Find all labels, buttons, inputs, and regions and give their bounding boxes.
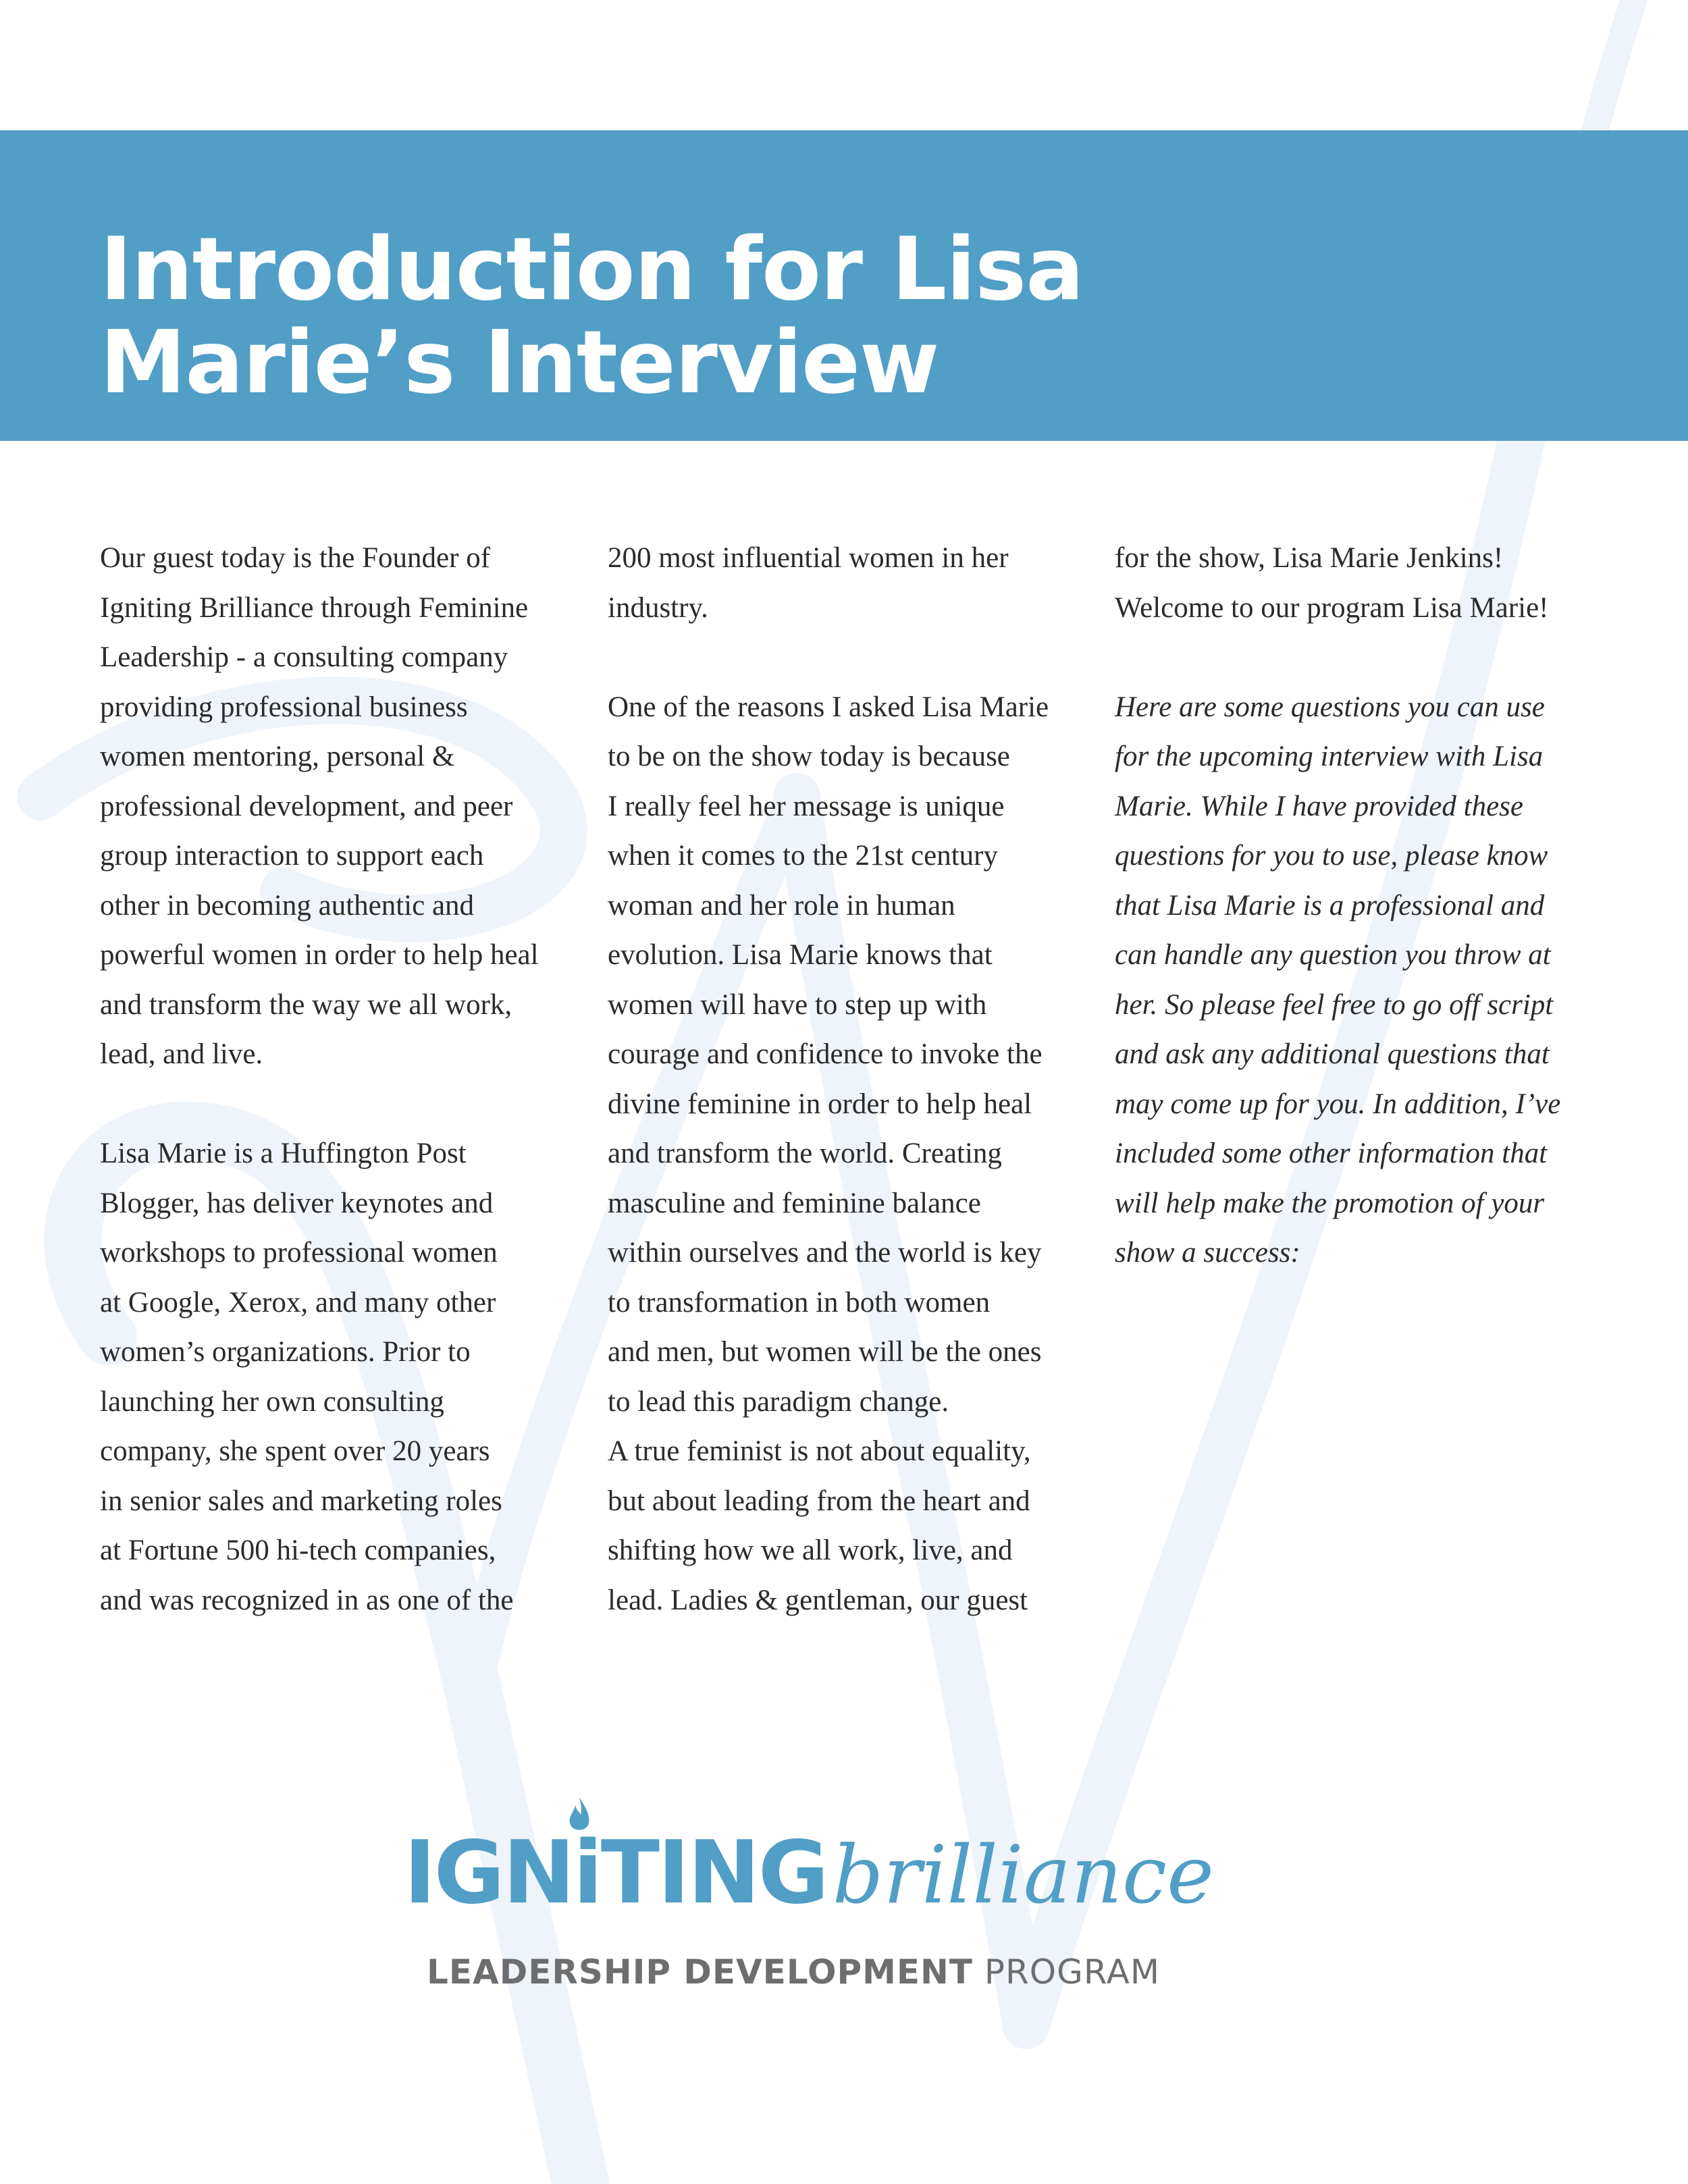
paragraph-background: Lisa Marie is a Huffington Post Blogger, has deliver keynotes and workshops to professional women at Google, Xerox, and many other women’s organizations. Prior to launching her own consulting company, she spent over 20 years in senior sales and marketing roles at Fortune 500 hi-tech companies, and was recognized in as one of the [100,1138,514,1616]
column-2 [608,533,1080,1625]
paragraph-instructions: Here are some questions you can use for the upcoming interview with Lisa Marie. While I have provided these questions for you to use, please know that Lisa Marie is a professional and can handle any question you throw at her. So please feel free to go off script and ask any additional questions that may come up for you. In addition, I’ve included some other information that will help make the promotion of your show a success: [1115,691,1561,1269]
column-1 [100,533,573,1625]
paragraph-spacer [608,633,1080,683]
logo-tagline-bold: LEADERSHIP DEVELOPMENT [427,1952,973,1992]
logo-word-brilliance: brilliance [832,1828,1214,1921]
paragraph-reasons: One of the reasons I asked Lisa Marie to be on the show today is because I really feel her message is unique when it comes to the 21st century woman and her role in human evolution. Lisa Marie knows that women will have to step up with courage and confidence to invoke the divine feminine in order to help heal and transform the world. Creating masculine and feminine balance within ourselves and the world is key to transformation in both women and men, but women will be the ones to lead this paradigm change. A true feminist is not about equality, but about leading from the heart and shifting how we all work, live, and lead. Ladies & gentleman, our guest [608,691,1049,1616]
title-banner [0,130,1688,441]
paragraph-spacer [100,1080,573,1129]
logo-wordmark [404,1823,1214,1923]
paragraph-welcome: for the show, Lisa Marie Jenkins! Welcome to our program Lisa Marie! [1115,542,1549,624]
logo-tagline-regular: PROGRAM [984,1952,1160,1992]
paragraph-founder-intro: Our guest today is the Founder of Igniting Brilliance through Feminine Leadership - a consulting company providing professional business women mentoring, personal & professional development, and peer group interaction to support each other in becoming authentic and powerful women in order to help heal and transform the way we all work, lead, and live. [100,542,539,1070]
paragraph-spacer [1115,633,1614,683]
column-3 [1115,533,1614,1278]
page-title: Introduction for Lisa Marie’s Interview [100,219,1084,413]
igniting-brilliance-logo [0,1796,1688,2012]
logo-word-igniting: IGNiTING [404,1823,827,1923]
logo-tagline [427,1952,1160,1992]
paragraph-recognition: 200 most influential women in her industry. [608,542,1009,624]
